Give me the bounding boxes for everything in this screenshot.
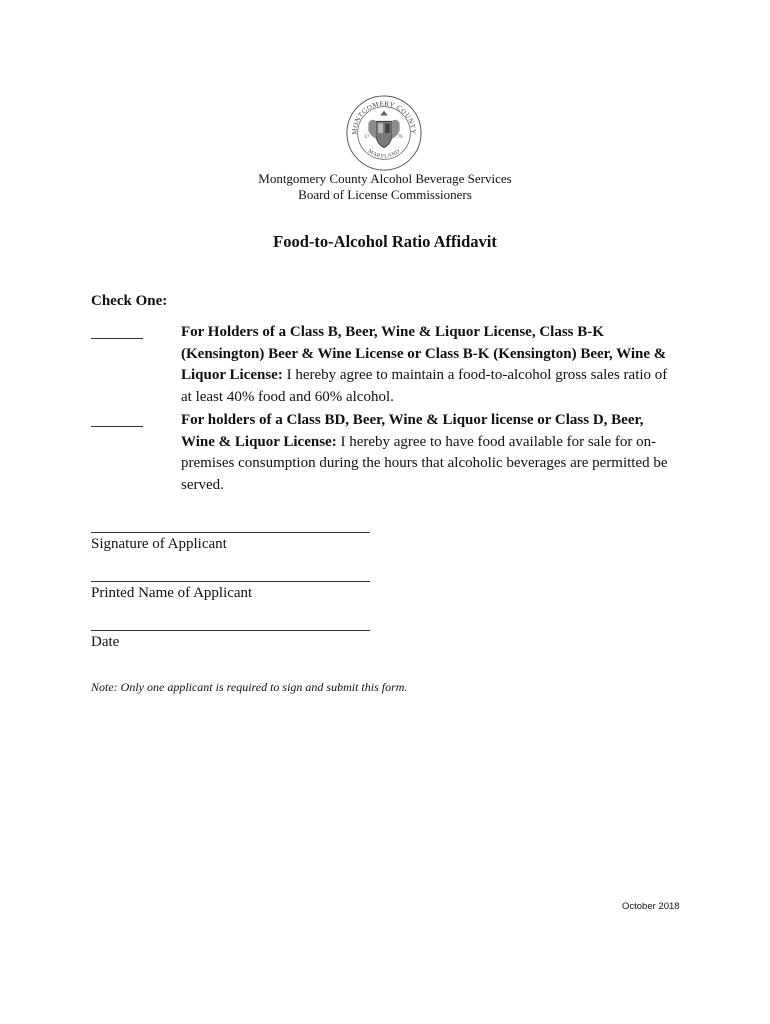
option-1-text xyxy=(181,322,673,408)
option-2-statement: I hereby agree to have food available for sale for on-premises consumption during the hours that alcoholic beverages are permitted be served. xyxy=(181,433,668,493)
printed-name-line[interactable] xyxy=(91,581,370,582)
signature-label: Signature of Applicant xyxy=(91,536,227,552)
seal-ring-top-text: MONTGOMERY COUNTY xyxy=(351,100,417,135)
date-label: Date xyxy=(91,634,120,650)
option-1-bold: For Holders of a Class B, Beer, Wine & Liquor License, Class B-K (Kensington) Beer & Wine License or Class B-K (Kensington) Beer, Wine & Liquor License: xyxy=(181,324,667,383)
agency-name: Montgomery County Alcohol Beverage Services xyxy=(258,171,512,186)
submission-note: Note: Only one applicant is required to sign and submit this form. xyxy=(91,680,408,694)
svg-text:MARYLAND xyxy=(367,148,401,159)
board-name: Board of License Commissioners xyxy=(298,187,472,202)
seal-ring-bottom-text: MARYLAND xyxy=(366,148,402,160)
check-one-label: Check One: xyxy=(91,293,168,309)
seal-year-right: 76 xyxy=(397,134,403,140)
printed-name-label: Printed Name of Applicant xyxy=(91,585,253,601)
option-1-checkline[interactable] xyxy=(91,338,143,339)
county-seal-logo xyxy=(345,94,423,172)
footer-revision-date: October 2018 xyxy=(622,901,680,912)
option-2-text xyxy=(181,410,673,496)
seal-year-left: 17 xyxy=(364,134,370,140)
option-2-bold: For holders of a Class BD, Beer, Wine & Liquor license or Class D, Beer, Wine & Liquor License: xyxy=(181,412,644,450)
date-line[interactable] xyxy=(91,630,370,631)
form-title: Food-to-Alcohol Ratio Affidavit xyxy=(273,232,497,251)
option-1-statement: I hereby agree to maintain a food-to-alcohol gross sales ratio of at least 40% food and 60% alcohol. xyxy=(181,367,668,405)
option-2-checkline[interactable] xyxy=(91,426,143,427)
signature-line[interactable] xyxy=(91,532,370,533)
